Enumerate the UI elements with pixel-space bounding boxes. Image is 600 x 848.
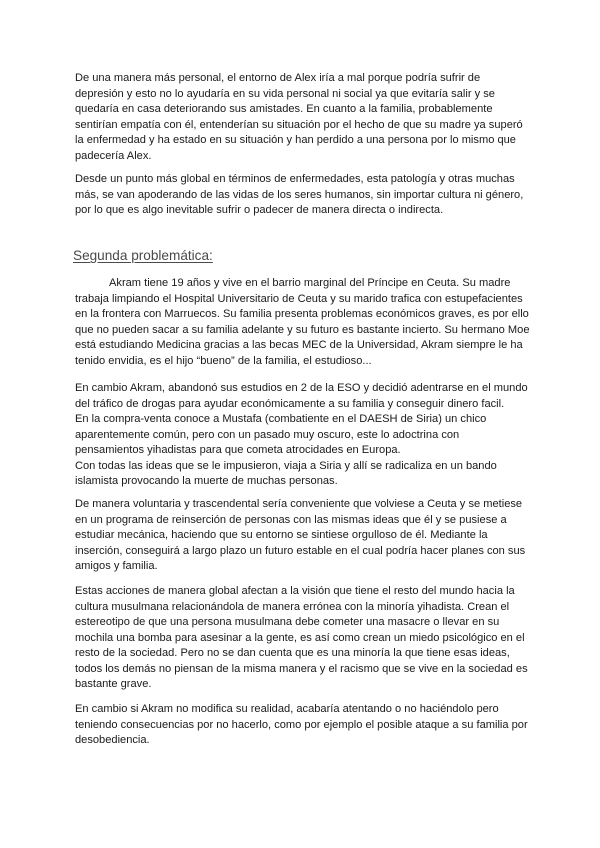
paragraph-akram-radicalization xyxy=(75,381,535,490)
text-line: desobediencia. xyxy=(75,734,150,746)
text-line: trabaja limpiando el Hospital Universitario de Ceuta y su marido trafica con estupefacientes xyxy=(75,292,523,305)
text-line: todos los demás no piensan de la misma manera y el racismo que se vive en la sociedad es xyxy=(75,662,528,675)
text-line: en la frontera con Marruecos. Su familia presenta problemas económicos graves, es por ello xyxy=(75,308,529,320)
text-line: resto de la sociedad. Pero no se dan cuenta que es una minoría la que tiene esas ideas, xyxy=(75,647,510,659)
text-line: pensamientos yihadistas para que cometa atrocidades en Europa. xyxy=(75,444,401,456)
text-line: más, se van apoderando de las vidas de los seres humanos, sin importar cultura ni género, xyxy=(75,188,524,201)
paragraph-reinsertion xyxy=(75,497,535,575)
text-line: que no pueden sacar a su familia adelante y su futuro es bastante incierto. Su hermano Moe xyxy=(75,323,530,336)
text-line: quedaría en casa deteriorando sus amistades. En cuanto a la familia, probablemente xyxy=(75,103,493,115)
paragraph-consequences xyxy=(75,702,535,749)
text-line: teniendo consecuencias por no hacerlo, como por ejemplo el posible ataque a su familia por xyxy=(75,718,528,731)
text-line: Estas acciones de manera global afectan a la visión que tiene el resto del mundo hacia la xyxy=(75,585,515,597)
text-line: sentirían empatía con él, entenderían su situación por el hecho de que su madre ya superó xyxy=(75,118,523,131)
paragraph-global-disease xyxy=(75,172,535,219)
text-line: amigos y familia. xyxy=(75,560,158,572)
text-line: bastante grave. xyxy=(75,678,152,690)
text-line: está estudiando Medicina gracias a las becas MEC de la Universidad, Akram siempre le ha xyxy=(75,339,523,351)
text-line: En cambio Akram, abandonó sus estudios en 2 de la ESO y decidió adentrarse en el mundo xyxy=(75,382,528,394)
paragraph-alex-personal xyxy=(75,71,535,164)
text-line: por lo que es algo inevitable sufrir o padecer de manera directa o indirecta. xyxy=(75,204,444,216)
text-line: De una manera más personal, el entorno de Alex iría a mal porque podría sufrir de xyxy=(75,72,481,84)
paragraph-akram-intro xyxy=(75,276,535,369)
text-line: mochila una bomba para asesinar a la gente, es así como crean un miedo psicológico en el xyxy=(75,631,525,644)
text-line: padecería Alex. xyxy=(75,149,152,162)
section-heading: Segunda problemática: xyxy=(73,248,213,263)
text-line: tenido envidia, es el hijo “bueno” de la familia, el estudioso... xyxy=(75,354,372,367)
text-line: De manera voluntaria y trascendental sería conveniente que volviese a Ceuta y se metiese xyxy=(75,498,523,510)
text-line: Con todas las ideas que se le impusieron, viaja a Siria y allí se radicaliza en un bando xyxy=(75,459,497,472)
text-line: Desde un punto más global en términos de enfermedades, esta patología y otras muchas xyxy=(75,173,515,185)
text-line: en un programa de reinserción de personas con las mismas ideas que él y se pusiese a xyxy=(75,513,507,526)
text-line: Akram tiene 19 años y vive en el barrio marginal del Príncipe en Ceuta. Su madre xyxy=(109,277,511,289)
text-line: la enfermedad y ha estado en su situación y han perdido a una persona por lo mismo que xyxy=(75,134,516,146)
paragraph-global-effects xyxy=(75,584,535,693)
text-line: estudiar mecánica, haciendo que su entorno se sintiese orgulloso de él. Mediante la xyxy=(75,529,488,541)
text-line: del tráfico de drogas para ayudar económicamente a su familia y conseguir dinero facil. xyxy=(75,397,505,410)
text-line: En la compra-venta conoce a Mustafa (combatiente en el DAESH de Siria) un chico xyxy=(75,413,487,425)
text-line: islamista provocando la muerte de muchas personas. xyxy=(75,475,338,487)
text-line: aparentemente común, pero con un pasado muy oscuro, este lo adoctrina con xyxy=(75,428,460,441)
text-line: cultura musulmana relacionándola de manera errónea con la minoría yihadista. Crean el xyxy=(75,600,510,613)
text-line: inserción, conseguirá a largo plazo un futuro estable en el cual podría hacer planes con sus xyxy=(75,544,526,557)
text-line: En cambio si Akram no modifica su realidad, acabaría atentando o no haciéndolo pero xyxy=(75,703,499,715)
text-line: depresión y esto no lo ayudaría en su vida personal ni social ya que evitaría salir y se xyxy=(75,87,495,100)
text-line: estereotipo de que una persona musulmana debe cometer una masacre o llevar en su xyxy=(75,616,500,628)
